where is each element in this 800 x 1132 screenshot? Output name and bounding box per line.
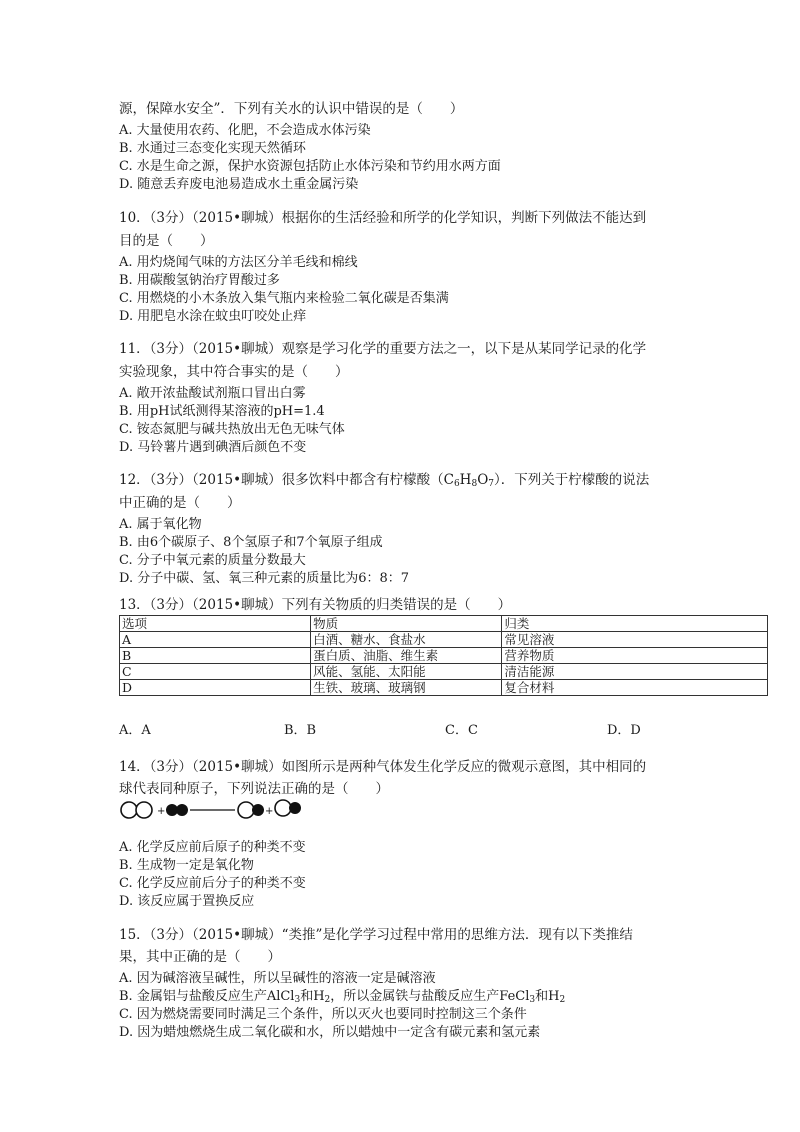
q15-stem-line2: 果，其中正确的是（ ）: [119, 949, 281, 965]
product-molecule-2: [275, 800, 301, 816]
q10-option-a: A. 用灼烧闻气味的方法区分羊毛线和棉线: [119, 255, 358, 270]
q11-option-c: C. 铵态氮肥与碱共热放出无色无味气体: [119, 422, 345, 437]
q13-option-d: D．D: [607, 723, 641, 738]
q10-stem-line1: 10．（3分）（2015•聊城）根据你的生活经验和所学的化学知识，判断下列做法不能达到: [119, 210, 647, 226]
q14-option-d: D. 该反应属于置换反应: [119, 894, 255, 909]
table-row: [120, 680, 768, 696]
q12-option-d: D. 分子中碳、氢、氧三种元素的质量比为6：8：7: [119, 571, 410, 586]
table-cell: 蛋白质、油脂、维生素: [311, 648, 502, 664]
q10-stem-line2: 目的是（ ）: [119, 233, 214, 249]
reactant-molecule-2: [166, 804, 188, 816]
plus-sign: +: [265, 806, 274, 817]
q12-stem-pre: 12．（3分）（2015•聊城）很多饮料中都含有柠檬酸（: [119, 472, 444, 488]
q15-option-a: A. 因为碱溶液呈碱性，所以呈碱性的溶液一定是碱溶液: [119, 971, 436, 986]
q15-option-c: C. 因为燃烧需要同时满足三个条件，所以灭火也要同时控制这三个条件: [119, 1007, 527, 1022]
q9-option-d: D. 随意丢弃废电池易造成水土重金属污染: [119, 177, 359, 192]
q14-stem-line2: 球代表同种原子，下列说法正确的是（ ）: [119, 781, 389, 797]
q12-option-b: B. 由6个碳原子、8个氢原子和7个氧原子组成: [119, 535, 383, 550]
q11-option-b: B. 用pH试纸测得某溶液的pH=1.4: [119, 404, 325, 419]
table-cell: B: [120, 648, 311, 664]
q14-option-b: B. 生成物一定是氧化物: [119, 858, 254, 873]
reaction-diagram: [119, 797, 329, 823]
q10-option-d: D. 用肥皂水涂在蚊虫叮咬处止痒: [119, 309, 307, 324]
q14-option-c: C. 化学反应前后分子的种类不变: [119, 876, 306, 891]
q11-option-d: D. 马铃薯片遇到碘酒后颜色不变: [119, 440, 307, 455]
q14-option-a: A. 化学反应前后原子的种类不变: [119, 840, 306, 855]
table-cell: 白酒、糖水、食盐水: [311, 632, 502, 648]
q10-option-b: B. 用碳酸氢钠治疗胃酸过多: [119, 273, 280, 288]
q13-option-c: C．C: [445, 723, 478, 738]
q14-stem-line1: 14．（3分）（2015•聊城）如图所示是两种气体发生化学反应的微观示意图，其中相同的: [119, 759, 647, 775]
q13-stem: 13．（3分）（2015•聊城）下列有关物质的归类错误的是（ ）: [119, 597, 512, 613]
product-molecule-1: [238, 802, 264, 818]
table-row: [120, 632, 768, 648]
q15-option-d: D. 因为蜡烛燃烧生成二氧化碳和水，所以蜡烛中一定含有碳元素和氢元素: [119, 1025, 541, 1040]
table-cell: 复合材料: [502, 680, 768, 696]
table-cell: 生铁、玻璃、玻璃钢: [311, 680, 502, 696]
table-cell: A: [120, 632, 311, 648]
table-cell: 营养物质: [502, 648, 768, 664]
classification-table: [119, 615, 768, 696]
table-cell: 清洁能源: [502, 664, 768, 680]
table-cell: C: [120, 664, 311, 680]
q12-stem-post: ）．下列关于柠檬酸的说法: [494, 472, 650, 488]
citric-acid-formula: $C_6H_8O_7$: [443, 472, 494, 489]
table-header-cell: 选项: [120, 616, 311, 632]
table-row: [120, 648, 768, 664]
table-row: [120, 664, 768, 680]
q12-option-c: C. 分子中氧元素的质量分数最大: [119, 553, 306, 568]
reactant-molecule-1: [121, 802, 152, 818]
table-cell: 常见溶液: [502, 632, 768, 648]
q12-stem-line2: 中正确的是（ ）: [119, 495, 241, 511]
table-header-row: [120, 616, 768, 632]
q11-stem-line1: 11．（3分）（2015•聊城）观察是学习化学的重要方法之一，以下是从某同学记录的化学: [119, 341, 647, 357]
q15-stem-line1: 15．（3分）（2015•聊城）“类推”是化学学习过程中常用的思维方法．现有以下类推结: [119, 927, 633, 943]
q11-stem-line2: 实验现象，其中符合事实的是（ ）: [119, 364, 349, 380]
q12-stem-line1: [119, 471, 649, 489]
q12-option-a: A. 属于氧化物: [119, 517, 202, 532]
q9-option-a: A. 大量使用农药、化肥，不会造成水体污染: [119, 123, 371, 138]
q9-stem: 源，保障水安全”．下列有关水的认识中错误的是（ ）: [119, 101, 464, 117]
q13-option-b: B．B: [284, 723, 317, 738]
q15-option-b: B. 金属铝与盐酸反应生产AlCl$_3$和$H_2$，所以金属铁与盐酸反应生产FeCl$_3$和$H_2$: [119, 989, 566, 1005]
table-cell: D: [120, 680, 311, 696]
table-header-cell: 归类: [502, 616, 768, 632]
table-header-cell: 物质: [311, 616, 502, 632]
table-cell: 风能、氢能、太阳能: [311, 664, 502, 680]
q9-option-b: B. 水通过三态变化实现天然循环: [119, 141, 306, 156]
plus-sign: +: [157, 806, 166, 817]
q10-option-c: C. 用燃烧的小木条放入集气瓶内来检验二氧化碳是否集满: [119, 291, 449, 306]
q11-option-a: A. 敞开浓盐酸试剂瓶口冒出白雾: [119, 386, 306, 401]
q9-option-c: C. 水是生命之源，保护水资源包括防止水体污染和节约用水两方面: [119, 159, 501, 174]
q13-option-a: A．A: [119, 723, 151, 738]
